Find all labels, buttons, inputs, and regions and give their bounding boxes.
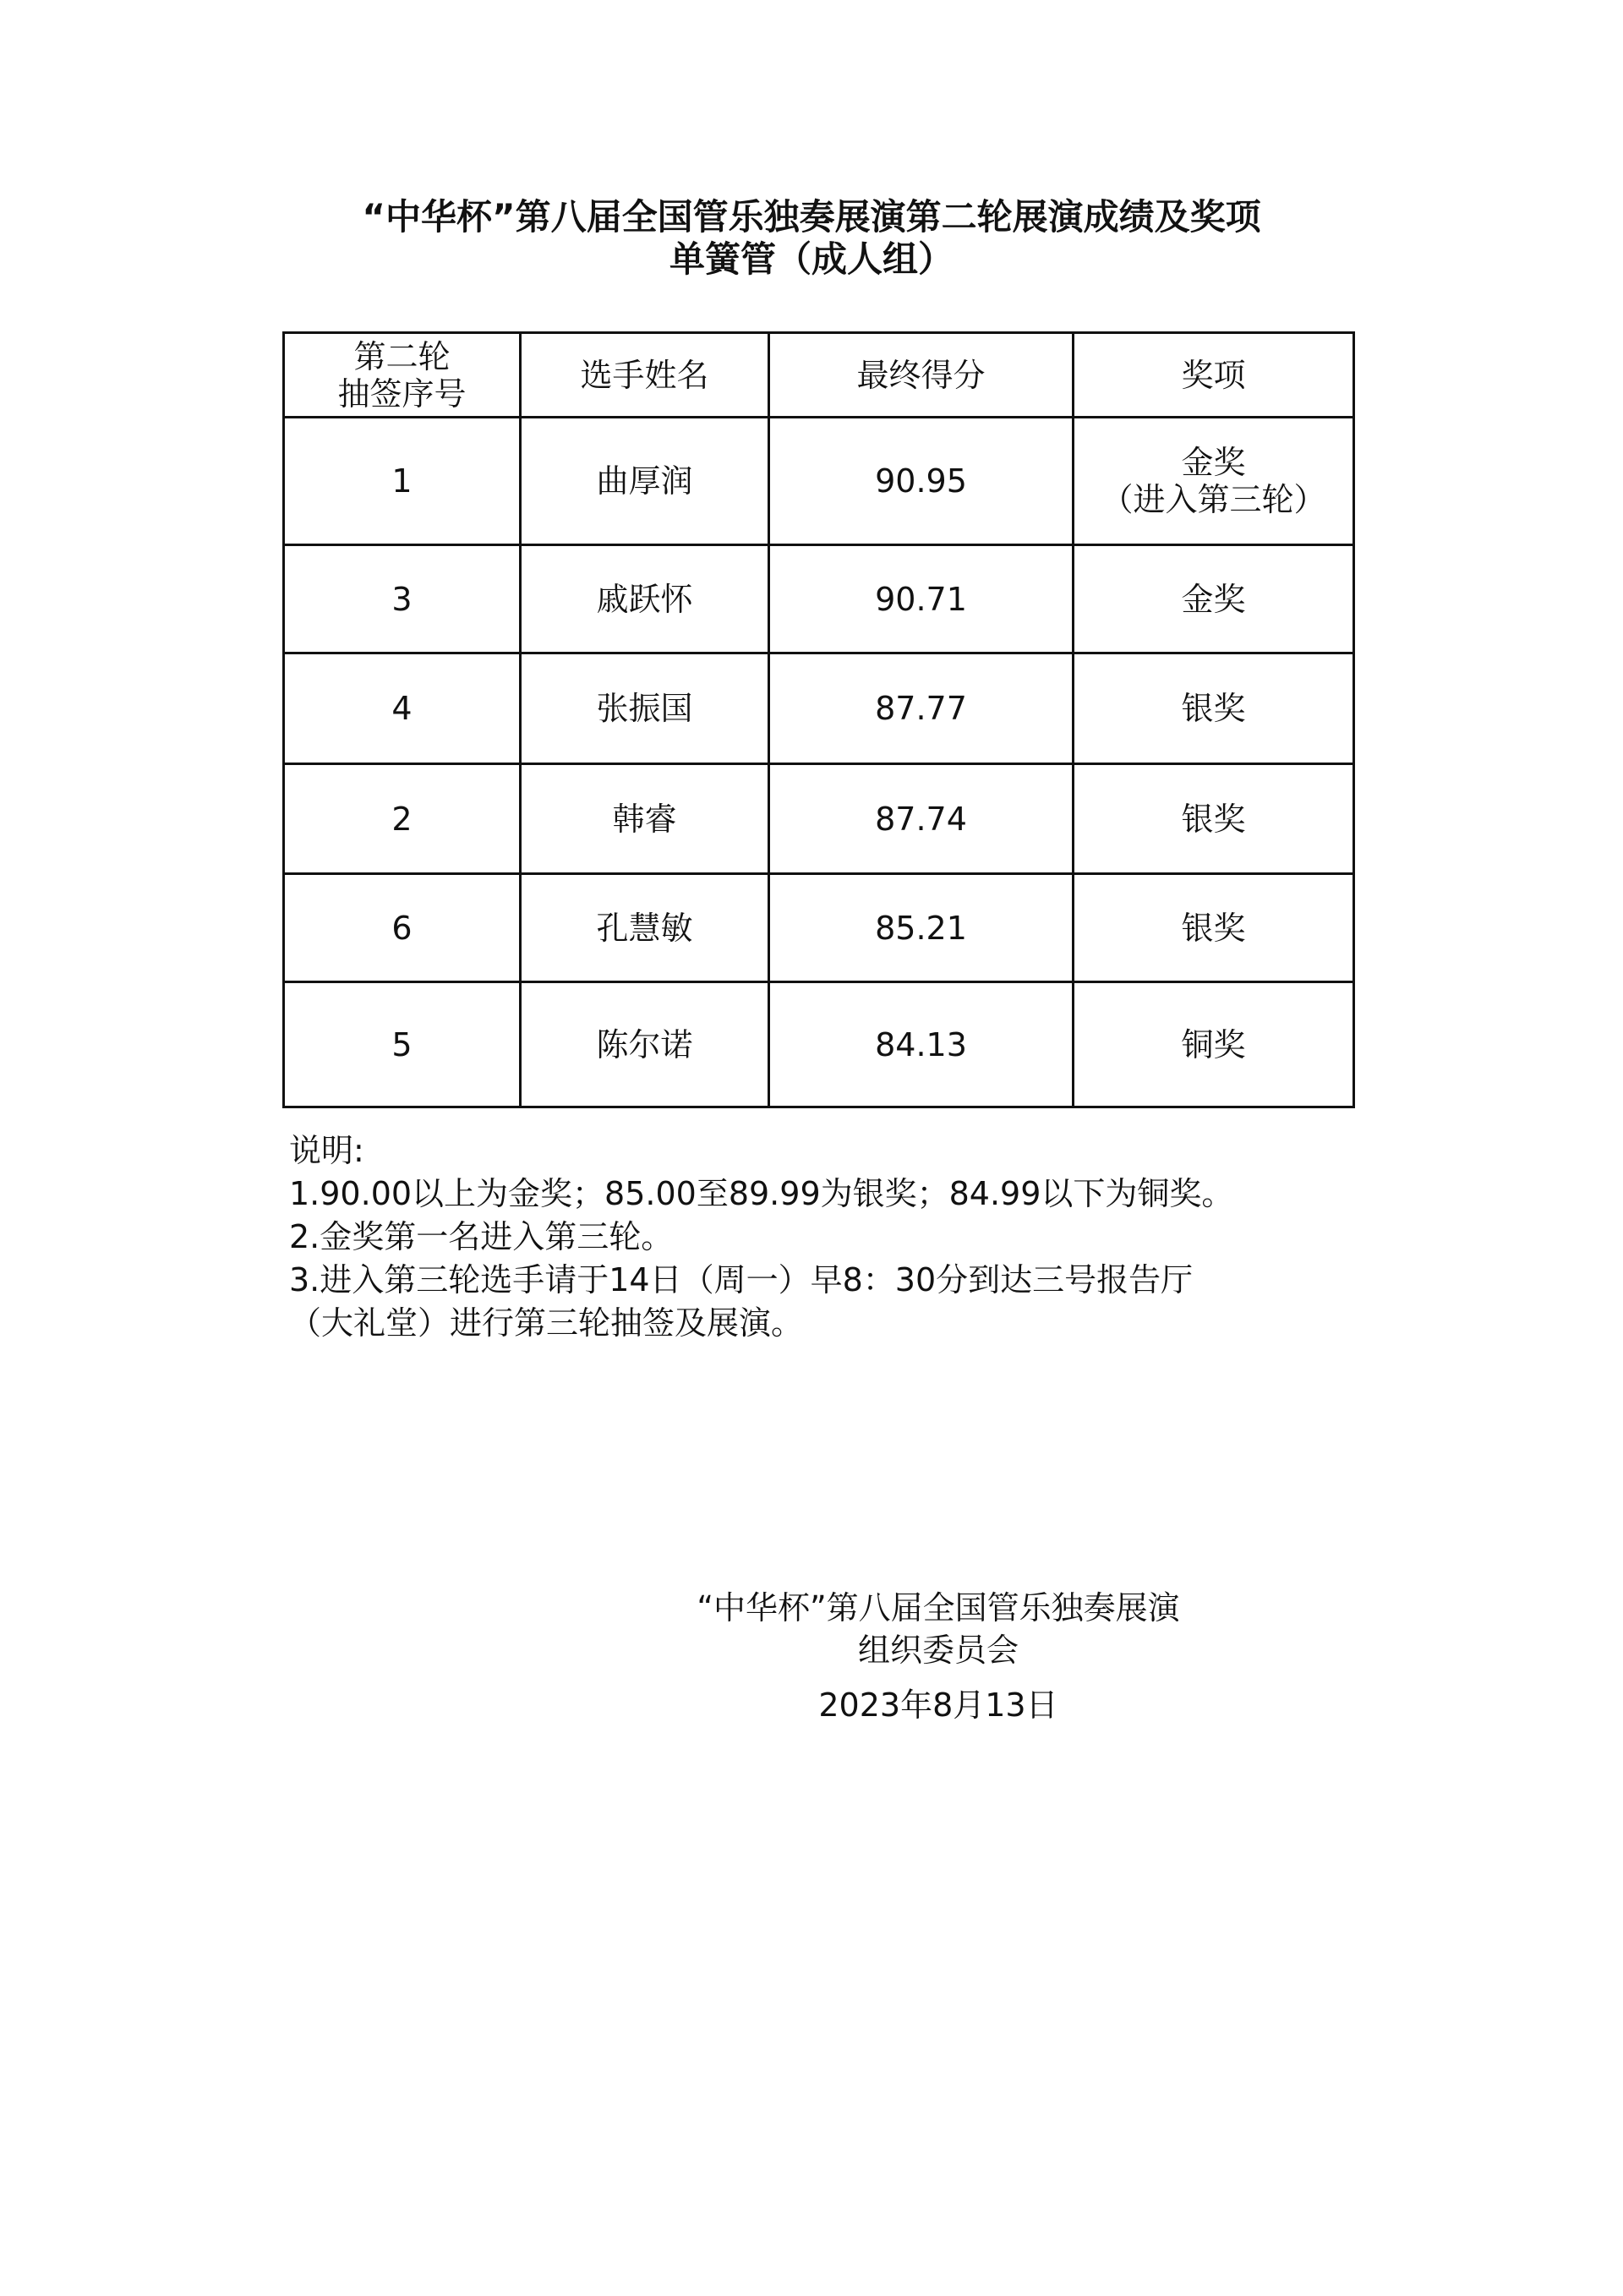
- cell-name: 曲厚润: [521, 418, 769, 545]
- cell-award: 银奖: [1074, 764, 1354, 874]
- header-draw-order-line1: 第二轮: [353, 337, 451, 375]
- notes-item: 2.金奖第一名进入第三轮。: [289, 1218, 674, 1255]
- cell-award: [1074, 418, 1354, 545]
- cell-score: 84.13: [769, 982, 1074, 1107]
- cell-score: 87.74: [769, 764, 1074, 874]
- table-row: [284, 982, 1354, 1107]
- notes-item: 1.90.00以上为金奖；85.00至89.99为银奖；84.99以下为铜奖。: [289, 1175, 1234, 1212]
- table-row: [284, 653, 1354, 764]
- notes-heading: 说明:: [289, 1132, 364, 1169]
- cell-draw: 4: [284, 653, 521, 764]
- cell-score: 90.71: [769, 545, 1074, 653]
- cell-award-note: （进入第三轮）: [1101, 481, 1326, 518]
- table-row: [284, 764, 1354, 874]
- header-draw-order-line2: 抽签序号: [337, 374, 467, 413]
- signature-committee: 组织委员会: [857, 1632, 1019, 1669]
- cell-name: 孔慧敏: [521, 874, 769, 982]
- header-name: 选手姓名: [521, 333, 769, 418]
- header-draw-order: [284, 333, 521, 418]
- cell-draw: 1: [284, 418, 521, 545]
- cell-draw: 5: [284, 982, 521, 1107]
- notes-item: 3.进入第三轮选手请于14日（周一）早8：30分到达三号报告厅: [289, 1261, 1194, 1298]
- notes-item: （大礼堂）进行第三轮抽签及展演。: [289, 1304, 804, 1342]
- table-header-row: [284, 333, 1354, 418]
- results-table: [282, 331, 1355, 1108]
- table-row: [284, 545, 1354, 653]
- cell-award-text: 金奖: [1181, 444, 1246, 481]
- cell-draw: 2: [284, 764, 521, 874]
- table-row: [284, 874, 1354, 982]
- document-title: “中华杯”第八届全国管乐独奏展演第二轮展演成绩及奖项: [362, 196, 1261, 238]
- cell-name: 韩睿: [521, 764, 769, 874]
- signature-date: 2023年8月13日: [818, 1686, 1058, 1724]
- cell-draw: 3: [284, 545, 521, 653]
- header-score: 最终得分: [769, 333, 1074, 418]
- cell-name: 张振国: [521, 653, 769, 764]
- notes-section: [289, 1129, 1388, 1345]
- document-subtitle: 单簧管（成人组）: [669, 238, 954, 280]
- cell-score: 87.77: [769, 653, 1074, 764]
- cell-award: 金奖: [1074, 545, 1354, 653]
- cell-award: 银奖: [1074, 874, 1354, 982]
- cell-award: 银奖: [1074, 653, 1354, 764]
- cell-name: 陈尔诺: [521, 982, 769, 1107]
- cell-name: 戚跃怀: [521, 545, 769, 653]
- cell-draw: 6: [284, 874, 521, 982]
- table-row: [284, 418, 1354, 545]
- cell-score: 90.95: [769, 418, 1074, 545]
- cell-award: 铜奖: [1074, 982, 1354, 1107]
- signature-organization: “中华杯”第八届全国管乐独奏展演: [697, 1589, 1180, 1626]
- header-award: 奖项: [1074, 333, 1354, 418]
- cell-score: 85.21: [769, 874, 1074, 982]
